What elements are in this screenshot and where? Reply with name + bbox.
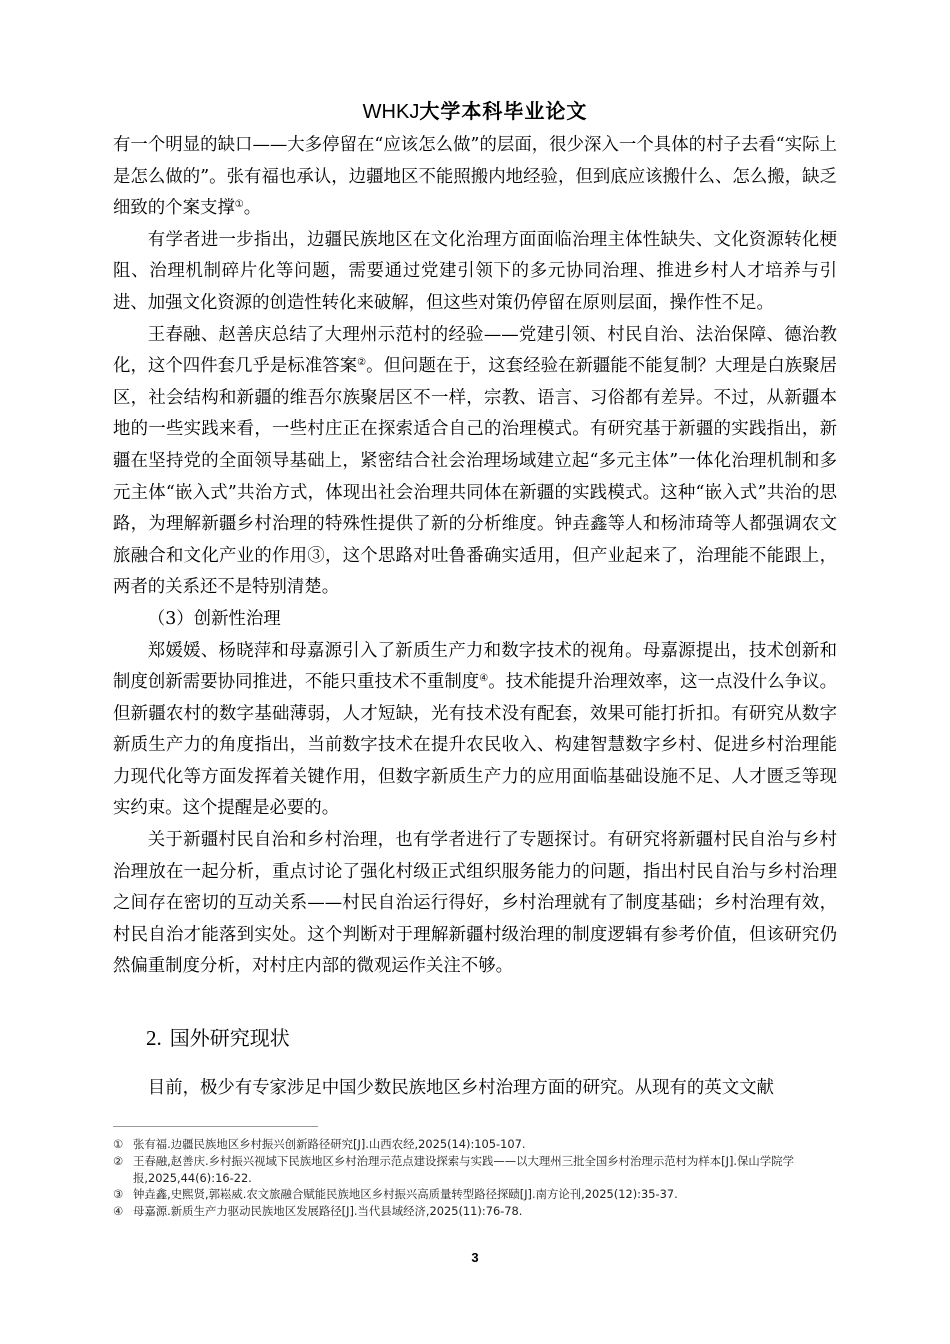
header-code: WHKJ — [362, 101, 420, 123]
paragraph: 有学者进一步指出，边疆民族地区在文化治理方面面临治理主体性缺失、文化资源转化梗阻、治理机制碎片化等问题，需要通过党建引领下的多元协同治理、推进乡村人才培养与引进、加强文化资源的创造性转化来破解，但这些对策仍停留在原则层面，操作性不足。 — [113, 229, 837, 313]
footnote-mark: ④ — [113, 1204, 124, 1219]
footnote — [113, 1203, 843, 1220]
footnote-text: 张有福.边疆民族地区乡村振兴创新路径研究[J].山西农经,2025(14):105-107. — [133, 1137, 526, 1151]
paragraph: 郑媛媛、杨晓萍和母嘉源引入了新质生产力和数字技术的视角。母嘉源提出，技术创新和制度创新需要协同推进，不能只重技术不重制度④。技术能提升治理效率，这一点没什么争议。但新疆农村的数字基础薄弱，人才短缺，光有技术没有配套，效果可能打折扣。有研究从数字新质生产力的角度指出，当前数字技术在提升农民收入、构建智慧数字乡村、促进乡村治理能力现代化等方面发挥着关键作用，但数字新质生产力的应用面临基础设施不足、人才匮乏等现实约束。这个提醒是必要的。 — [113, 640, 837, 819]
footnote-mark: ③ — [113, 1187, 124, 1202]
paragraph: 王春融、赵善庆总结了大理州示范村的经验——党建引领、村民自治、法治保障、德治教化，这个四件套几乎是标准答案②。但问题在于，这套经验在新疆能不能复制？大理是白族聚居区，社会结构和新疆的维吾尔族聚居区不一样，宗教、语言、习俗都有差异。不过，从新疆本地的一些实践来看，一些村庄正在探索适合自己的治理模式。有研究基于新疆的实践指出，新疆在坚持党的全面领导基础上，紧密结合社会治理场域建立起“多元主体”一体化治理机制和多元主体“嵌入式”共治方式，体现出社会治理共同体在新疆的实践模式。这种“嵌入式”共治的思路，为理解新疆乡村治理的特殊性提供了新的分析维度。钟垚鑫等人和杨沛琦等人都强调农文旅融合和文化产业的作用③，这个思路对吐鲁番确实适用，但产业起来了，治理能不能跟上，两者的关系还不是特别清楚。 — [113, 324, 837, 598]
subsection-heading: （3）创新性治理 — [147, 608, 281, 629]
footnote-divider — [113, 1126, 318, 1127]
running-header — [0, 95, 950, 124]
footnote-mark: ① — [113, 1137, 124, 1151]
footnote-ref[interactable]: ④ — [479, 673, 489, 685]
section-number: 2. — [146, 1026, 162, 1050]
header-title: 大学本科毕业论文 — [419, 99, 588, 123]
footnote — [113, 1153, 843, 1187]
paragraph: 有一个明显的缺口——大多停留在“应该怎么做”的层面，很少深入一个具体的村子去看“实际上是怎么做的”。张有福也承认，边疆地区不能照搬内地经验，但到底应该搬什么、怎么搬，缺乏细致的个案支撑①。 — [113, 135, 837, 219]
footnotes — [113, 1136, 843, 1220]
footnote-text: 母嘉源.新质生产力驱动民族地区发展路径[J].当代县域经济,2025(11):76-78. — [133, 1204, 523, 1219]
section-heading — [146, 1022, 290, 1051]
footnote-ref[interactable]: ① — [234, 199, 244, 211]
paragraph: 目前，极少有专家涉足中国少数民族地区乡村治理方面的研究。从现有的英文文献 — [147, 1078, 774, 1098]
footnote-ref[interactable]: ② — [357, 357, 367, 369]
body-text — [113, 130, 837, 983]
section-title: 国外研究现状 — [169, 1026, 290, 1050]
footnote-mark: ② — [113, 1153, 124, 1168]
footnote-text: 王春融,赵善庆.乡村振兴视域下民族地区乡村治理示范点建设探索与实践——以大理州三批全国乡村治理示范村为样本[J].保山学院学报,2025,44(6):16-22. — [133, 1153, 794, 1185]
page-number: 3 — [471, 1250, 479, 1265]
footnote — [113, 1186, 843, 1203]
footnote — [113, 1136, 843, 1153]
paragraph: 关于新疆村民自治和乡村治理，也有学者进行了专题探讨。有研究将新疆村民自治与乡村治理放在一起分析，重点讨论了强化村级正式组织服务能力的问题，指出村民自治与乡村治理之间存在密切的互动关系——村民自治运行得好，乡村治理就有了制度基础；乡村治理有效，村民自治才能落到实处。这个判断对于理解新疆村级治理的制度逻辑有参考价值，但该研究仍然偏重制度分析，对村庄内部的微观运作关注不够。 — [113, 830, 837, 977]
footnote-text: 钟垚鑫,史熙贤,郭崧威.农文旅融合赋能民族地区乡村振兴高质量转型路径探赜[J].南方论刊,2025(12):35-37. — [133, 1187, 678, 1202]
